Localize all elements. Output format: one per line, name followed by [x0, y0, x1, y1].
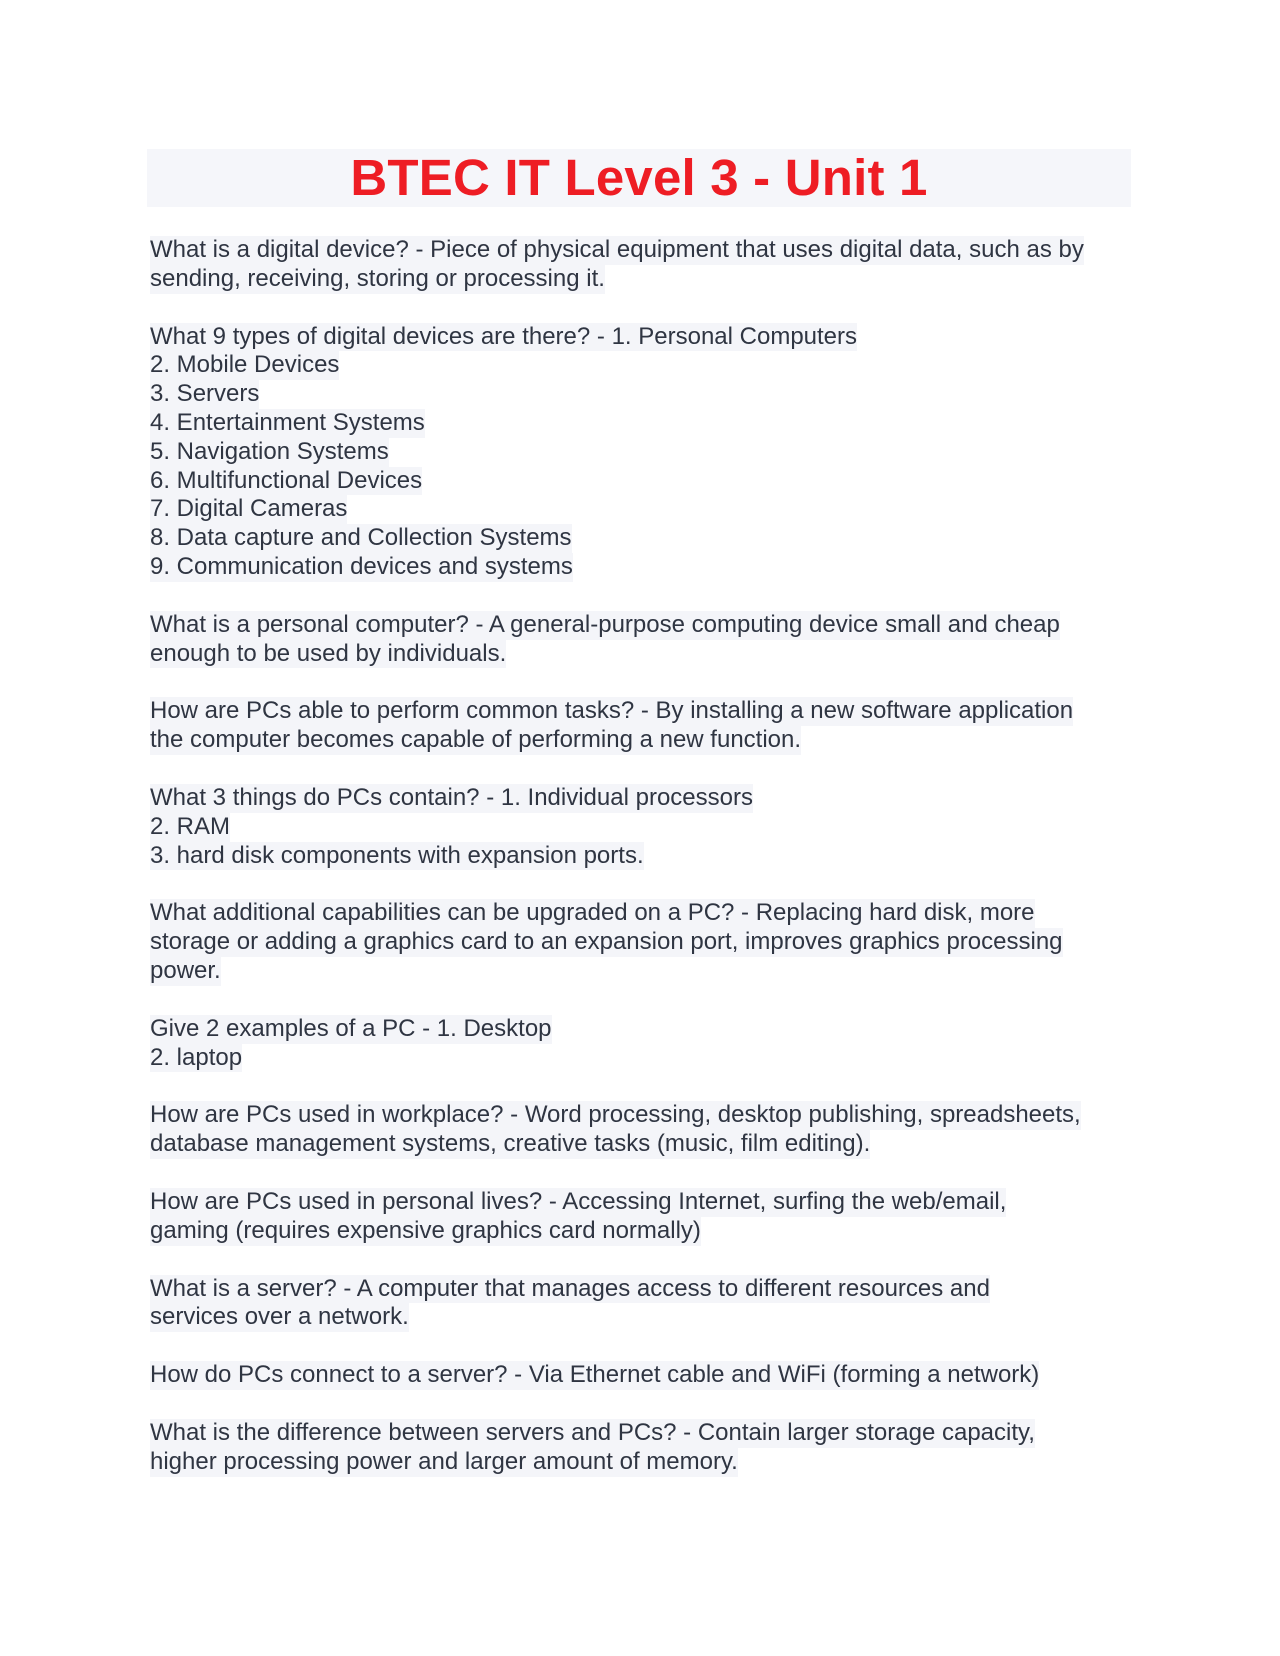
- answer-line: sending, receiving, storing or processing it.: [150, 264, 605, 292]
- flashcard-entry: [150, 611, 1140, 669]
- answer-line: services over a network.: [150, 1303, 409, 1331]
- question-line: What 3 things do PCs contain? - 1. Individual processors: [150, 783, 753, 811]
- question-line: How are PCs able to perform common tasks? - By installing a new software application: [150, 697, 1074, 725]
- question-line: How are PCs used in personal lives? - Accessing Internet, surfing the web/email,: [150, 1187, 1007, 1215]
- answer-line: gaming (requires expensive graphics card normally): [150, 1216, 701, 1244]
- answer-line: 4. Entertainment Systems: [150, 408, 425, 436]
- flashcard-list: [150, 236, 1140, 1506]
- answer-line: 2. Mobile Devices: [150, 351, 340, 379]
- question-line: What 9 types of digital devices are there? - 1. Personal Computers: [150, 322, 858, 350]
- document-title: BTEC IT Level 3 - Unit 1: [350, 149, 928, 206]
- question-line: How are PCs used in workplace? - Word processing, desktop publishing, spreadsheets,: [150, 1101, 1081, 1129]
- answer-line: the computer becomes capable of performing a new function.: [150, 726, 802, 754]
- answer-line: 5. Navigation Systems: [150, 437, 389, 465]
- question-line: What is a personal computer? - A general-purpose computing device small and cheap: [150, 610, 1060, 638]
- answer-line: 6. Multifunctional Devices: [150, 466, 423, 494]
- question-line: How do PCs connect to a server? - Via Ethernet cable and WiFi (forming a network): [150, 1361, 1040, 1389]
- answer-line: 3. Servers: [150, 380, 260, 408]
- answer-line: 8. Data capture and Collection Systems: [150, 524, 572, 552]
- answer-line: enough to be used by individuals.: [150, 639, 507, 667]
- flashcard-entry: [150, 1275, 1140, 1333]
- flashcard-entry: [150, 1361, 1140, 1390]
- flashcard-entry: [150, 236, 1140, 294]
- answer-line: 7. Digital Cameras: [150, 495, 348, 523]
- flashcard-entry: [150, 323, 1140, 582]
- question-line: What is a digital device? - Piece of physical equipment that uses digital data, such as by: [150, 236, 1084, 263]
- flashcard-entry: [150, 1419, 1140, 1477]
- answer-line: 2. laptop: [150, 1043, 243, 1071]
- flashcard-entry: [150, 899, 1140, 985]
- flashcard-entry: [150, 697, 1140, 755]
- answer-line: power.: [150, 956, 221, 984]
- answer-line: higher processing power and larger amount of memory.: [150, 1447, 738, 1475]
- answer-line: 9. Communication devices and systems: [150, 552, 573, 580]
- flashcard-entry: [150, 1101, 1140, 1159]
- question-line: What is the difference between servers and PCs? - Contain larger storage capacity,: [150, 1418, 1035, 1446]
- title-banner: [147, 149, 1131, 207]
- flashcard-entry: [150, 1015, 1140, 1073]
- question-line: Give 2 examples of a PC - 1. Desktop: [150, 1014, 552, 1042]
- question-line: What is a server? - A computer that manages access to different resources and: [150, 1274, 990, 1302]
- flashcard-entry: [150, 784, 1140, 870]
- answer-line: 2. RAM: [150, 812, 231, 840]
- answer-line: database management systems, creative tasks (music, film editing).: [150, 1130, 871, 1158]
- answer-line: storage or adding a graphics card to an expansion port, improves graphics processing: [150, 928, 1063, 956]
- question-line: What additional capabilities can be upgraded on a PC? - Replacing hard disk, more: [150, 899, 1035, 927]
- answer-line: 3. hard disk components with expansion ports.: [150, 841, 644, 869]
- flashcard-entry: [150, 1188, 1140, 1246]
